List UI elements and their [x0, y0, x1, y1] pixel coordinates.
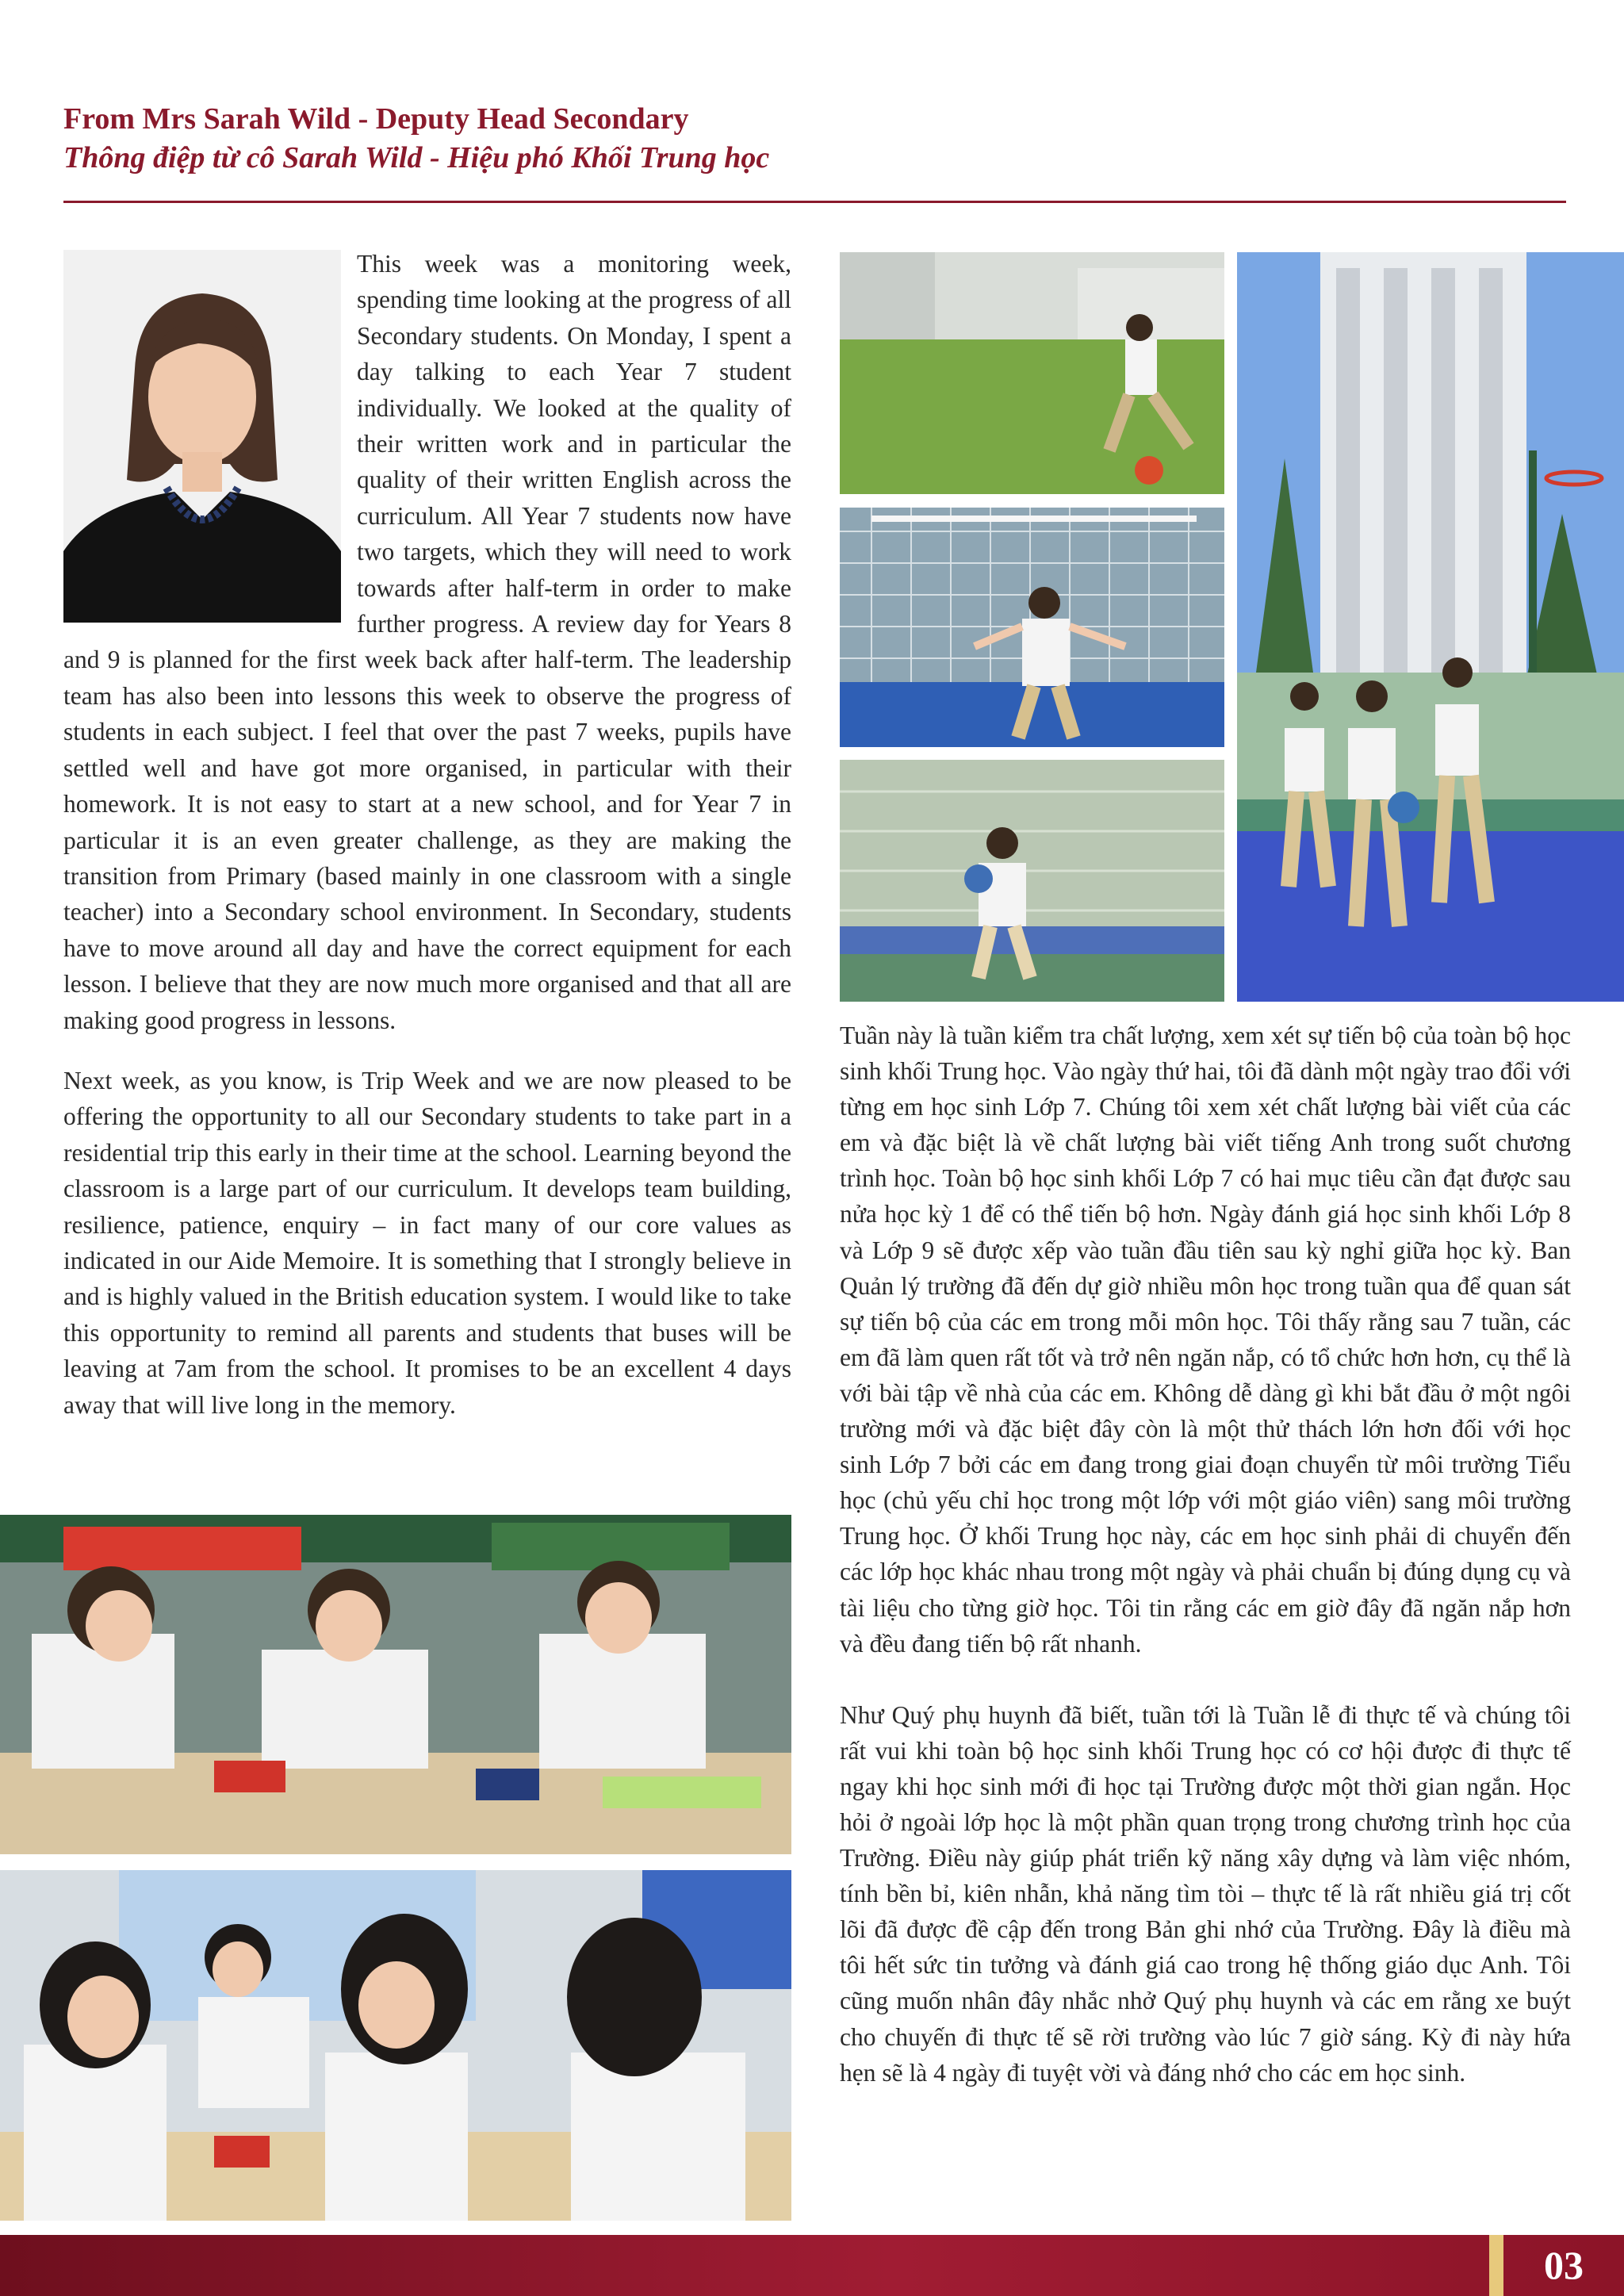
- photo-goalkeeper: [840, 508, 1224, 747]
- photo-football-kick: [840, 252, 1224, 494]
- photo-basketball-court: [1237, 252, 1624, 1002]
- english-paragraph-1: This week was a monitoring week, spending time looking at the progress of all Secondary students. On Monday, I spent a day talking to each Year 7 student individually. We looked at the quality of their written work and in particular the quality of their written English across the curriculum. All Year 7 students now have two targets, which they will need to work towards after half-term in order to make further progress. A review day for Years 8 and 9 is planned for the first week back after half-term. The leadership team has also been into lessons this week to observe the progress of students in each subject. I feel that over the past 7 weeks, pupils have settled well and have got more organised, in particular with their homework. It is not easy to start at a new school, and for Year 7 in particular it is an even greater challenge, as they are making the transition from Primary (based mainly in one classroom with a single teacher) into a Secondary school environment. In Secondary, students have to move around all day and have the correct equipment for each lesson. I believe that they are now much more organised and that all are making good progress in lessons.: [63, 250, 791, 1034]
- footer-bar: [0, 2235, 1624, 2296]
- title-divider: [63, 201, 1566, 203]
- english-paragraph-2: Next week, as you know, is Trip Week and we are now pleased to be offering the opportunity to all our Secondary students to take part in a residential trip this early in their time at the school. Learning beyond the classroom is a large part of our curriculum. It develops team building, resilience, patience, enquiry – in fact many of our core values as indicated in our Aide Memoire. It is something that I strongly believe in and is highly valued in the British education system. I would like to take this opportunity to remind all parents and students that buses will be leaving at 7am from the school. It promises to be an excellent 4 days away that will live long in the memory.: [63, 1066, 791, 1419]
- vietnamese-paragraph-1: Tuần này là tuần kiểm tra chất lượng, xem xét sự tiến bộ của toàn bộ học sinh khối Trung học. Vào ngày thứ hai, tôi đã dành một ngày trao đổi với từng em học sinh Lớp 7. Chúng tôi xem xét chất lượng bài viết của các em và đặc biệt là về chất lượng bài viết tiếng Anh trong suốt chương trình học. Toàn bộ học sinh khối Lớp 7 có hai mục tiêu cần đạt được sau nửa học kỳ 1 để có thể tiến bộ hơn. Ngày đánh giá học sinh khối Lớp 8 và Lớp 9 sẽ được xếp vào tuần đầu tiên sau kỳ nghỉ giữa học kỳ. Ban Quản lý trường đã đến dự giờ nhiều môn học trong tuần qua để quan sát sự tiến bộ của các em trong mỗi môn học. Tôi thấy rằng sau 7 tuần, các em đã làm quen rất tốt và trở nên ngăn nắp, có tổ chức hơn hơn, cụ thể là với bài tập về nhà của các em. Không dễ dàng gì khi bắt đầu ở một ngôi trường mới và đặc biệt đây còn là một thử thách lớn hơn đối với học sinh Lớp 7 bởi các em đang trong giai đoạn chuyển từ môi trường Tiểu học (chủ yếu chỉ học trong một lớp với một giáo viên) sang môi trường Trung học. Ở khối Trung học này, các em học sinh phải di chuyển đến các lớp học khác nhau trong một ngày và phải chuẩn bị đúng dụng cụ và tài liệu cho từng giờ học. Tôi tin rằng các em giờ đây đã ngăn nắp hơn và đều đang tiến bộ rất nhanh.: [840, 1022, 1571, 1658]
- photo-player-with-ball: [840, 760, 1224, 1002]
- footer-accent-stripe: [1489, 2235, 1503, 2296]
- photo-classroom-group: [0, 1515, 791, 1854]
- page-title-vietnamese: Thông điệp từ cô Sarah Wild - Hiệu phó Khối Trung học: [63, 141, 770, 174]
- vietnamese-column: [840, 1018, 1571, 2091]
- photo-classroom-discussion: [0, 1870, 791, 2221]
- english-column: [63, 246, 791, 1423]
- page-title-english: From Mrs Sarah Wild - Deputy Head Secondary: [63, 102, 689, 136]
- page-number: 03: [1544, 2243, 1584, 2287]
- vietnamese-paragraph-2: Như Quý phụ huynh đã biết, tuần tới là Tuần lễ đi thực tế và chúng tôi rất vui khi toàn bộ học sinh khối Trung học có cơ hội được đi thực tế ngay khi học sinh mới đi học tại Trường được một thời gian ngắn. Học hỏi ở ngoài lớp học là một phần quan trọng trong chương trình học của Trường. Điều này giúp phát triển kỹ năng xây dựng và làm việc nhóm, tính bền bỉ, kiên nhẫn, khả năng tìm tòi – thực tế là rất nhiều giá trị cốt lõi đã được đề cập đến trong Bản ghi nhớ của Trường. Đây là điều mà tôi hết sức tin tưởng và đánh giá cao trong hệ thống giáo dục Anh. Tôi cũng muốn nhân đây nhắc nhở Quý phụ huynh và các em rằng xe buýt cho chuyến đi thực tế sẽ rời trường vào lúc 7 giờ sáng. Kỳ đi này hứa hẹn sẽ là 4 ngày đi tuyệt vời và đáng nhớ cho các em học sinh.: [840, 1700, 1571, 2087]
- portrait-photo: [63, 250, 341, 623]
